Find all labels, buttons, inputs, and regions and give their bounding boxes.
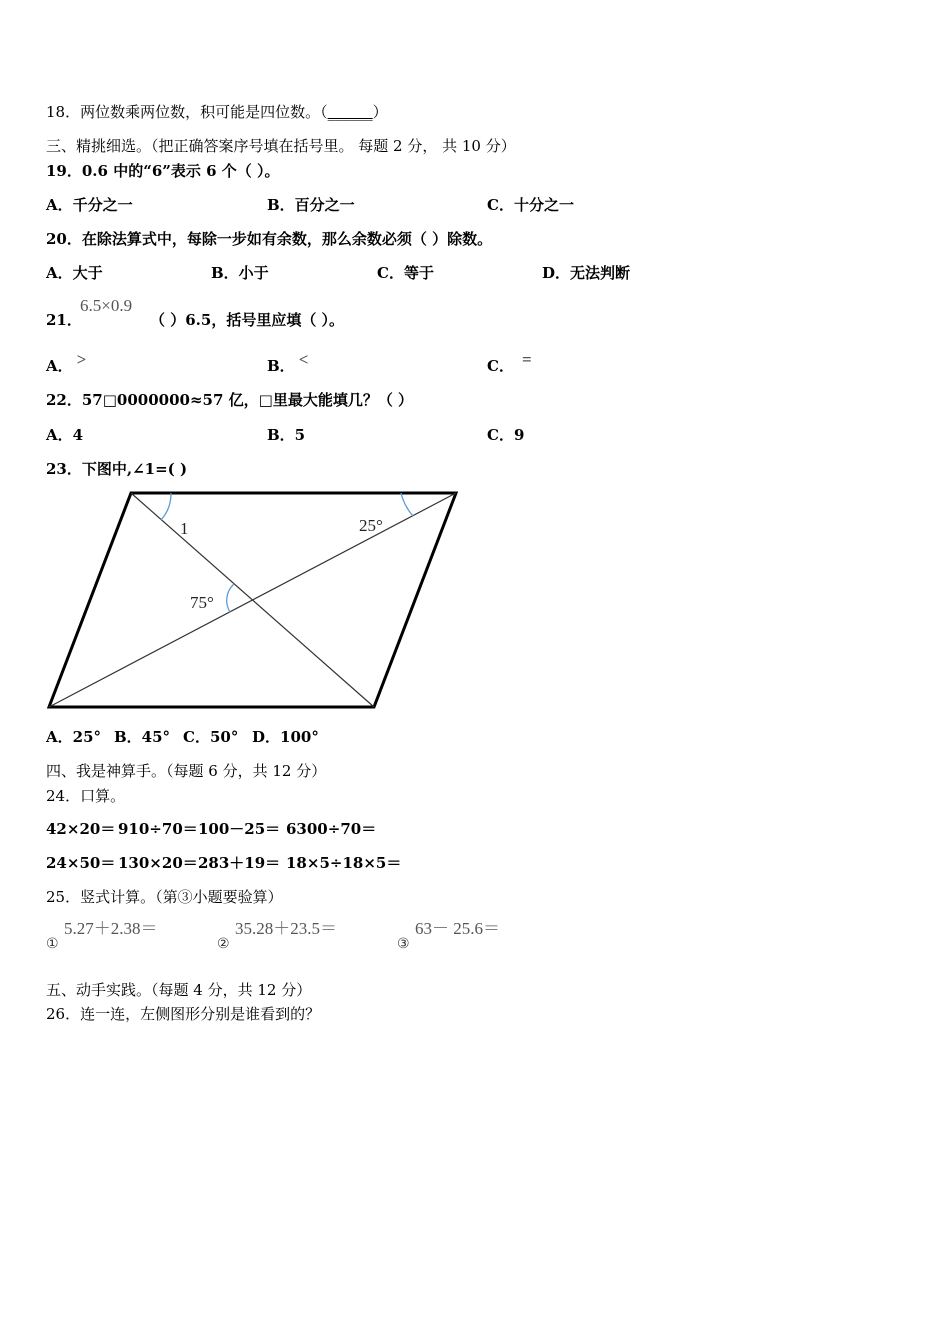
question-18-text: 18．两位数乘两位数，积可能是四位数。（ [46,103,328,121]
q20-option-b[interactable]: B．小于 [211,264,269,282]
q22-option-b[interactable]: B．5 [267,426,306,444]
q24-row1-item: 100－25＝ [198,820,281,838]
q19-option-b[interactable]: B．百分之一 [267,196,355,214]
q22-option-c[interactable]: C．9 [487,426,525,444]
question-21-expression: 6.5×0.9 [80,296,133,315]
question-24-text: 24．口算。 [46,787,126,805]
q21-option-c-label: C． [487,357,514,375]
question-19-text: 19．0.6 中的“6”表示 6 个（ ）。 [46,162,280,180]
q24-row1-item: 6300÷70＝ [286,820,377,838]
angle-1-arc [161,493,171,520]
q24-row2-item: 24×50＝ [46,854,116,872]
q21-option-a-label: A． [46,357,73,375]
q23-option-b[interactable]: B．45° [114,728,171,746]
q25-item-2-expression: 35.28＋23.5＝ [235,919,337,938]
q21-option-b[interactable] [267,350,309,376]
q23-option-d[interactable]: D．100° [252,728,319,746]
q21-option-a-symbol: > [76,350,87,369]
q21-option-c[interactable] [487,350,532,376]
diagonal-line [49,493,456,707]
q19-option-c[interactable]: C．十分之一 [487,196,574,214]
q23-option-c[interactable]: C．50° [183,728,239,746]
q25-item-1-mark: ① [46,936,59,952]
angle-25-arc [401,493,413,516]
section-3-title: 三、精挑细选。（把正确答案序号填在括号里。 每题 2 分， 共 10 分） [46,137,516,155]
q24-row2-item: 283＋19＝ [198,854,281,872]
parallelogram-figure [40,484,470,716]
q21-option-a[interactable] [46,350,87,376]
q21-option-b-label: B． [267,357,295,375]
q25-item-2-mark: ② [217,936,230,952]
question-26-text: 26．连一连，左侧图形分别是谁看到的？ [46,1005,321,1023]
question-18 [46,102,388,122]
question-18-close: ） [372,103,388,121]
q20-option-c[interactable]: C．等于 [377,264,434,282]
q21-option-c-symbol: = [521,350,532,369]
q25-item-1-expression: 5.27＋2.38＝ [64,919,158,938]
q21-option-b-symbol: < [298,350,309,369]
question-22-text: 22．57□0000000≈57 亿，□里最大能填几？（ ） [46,391,414,409]
q25-item-3-expression: 63－ 25.6＝ [415,919,500,938]
q24-row1-item: 42×20＝ [46,820,116,838]
angle-1-label: 1 [180,519,189,538]
q25-item-3-mark: ③ [397,936,410,952]
question-23-text: 23．下图中,∠1=( ) [46,460,188,478]
section-4-title: 四、我是神算手。（每题 6 分，共 12 分） [46,762,327,780]
question-21-text: （ ）6.5，括号里应填（ ）。 [150,311,345,329]
q24-row2-item: 130×20＝ [118,854,198,872]
angle-75-label: 75° [190,593,214,612]
question-20-text: 20．在除法算式中，每除一步如有余数，那么余数必须（ ）除数。 [46,230,493,248]
q24-row1-item: 910÷70＝ [118,820,198,838]
q20-option-a[interactable]: A．大于 [46,264,103,282]
q24-row2-item: 18×5÷18×5＝ [286,854,402,872]
answer-blank[interactable]: ______ [327,103,373,121]
section-5-title: 五、动手实践。（每题 4 分，共 12 分） [46,981,312,999]
q23-option-a[interactable]: A．25° [46,728,102,746]
q20-option-d[interactable]: D．无法判断 [542,264,631,282]
angle-75-arc [227,584,234,612]
question-21-number: 21． [46,311,82,329]
q19-option-a[interactable]: A．千分之一 [46,196,133,214]
angle-25-label: 25° [359,516,383,535]
q22-option-a[interactable]: A．4 [46,426,84,444]
question-25-text: 25．竖式计算。（第③小题要验算） [46,888,283,906]
